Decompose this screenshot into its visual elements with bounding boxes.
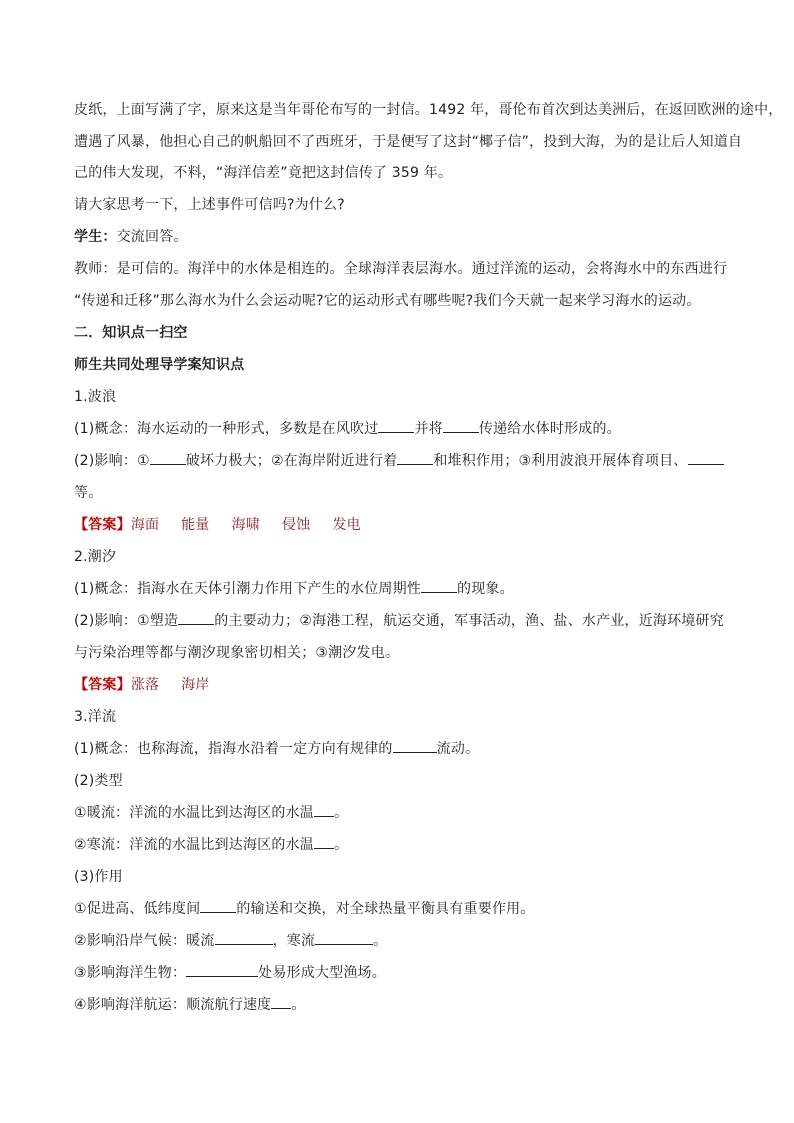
currents-concept-part: 流动。 (436, 741, 480, 757)
answer-item: 涨落 (130, 677, 160, 693)
waves-impact-part: 破坏力极大；②在海岸附近进行着 (185, 453, 398, 469)
effect-part: ②影响沿岸气候：暖流 (74, 933, 215, 949)
tides-concept (74, 578, 724, 600)
blank (200, 898, 236, 913)
waves-concept-part: (1)概念：海水运动的一种形式，多数是在风吹过 (74, 421, 379, 437)
currents-title: 3.洋流 (74, 709, 117, 725)
currents-concept (74, 738, 724, 760)
answer-item: 发电 (332, 517, 361, 533)
blank (393, 738, 437, 753)
currents-types-title: (2)类型 (74, 773, 123, 789)
blank (271, 994, 291, 1009)
waves-impact-part: 和堆积作用；③利用波浪开展体育项目、 (433, 453, 688, 469)
teacher-line-1: 教师：是可信的。海洋中的水体是相连的。全球海洋表层海水。通过洋流的运动，会将海水中的东西进行 (74, 261, 728, 277)
student-line (74, 226, 724, 248)
answer-label: 【答案】 (74, 517, 131, 533)
intro-line-2: 遭遇了风暴，他担心自己的帆船回不了西班牙，于是便写了这封“椰子信”，投到大海，为的是让后人知道自 (74, 134, 743, 150)
currents-effect-3 (74, 962, 724, 984)
waves-concept-part: 传递给水体时形成的。 (478, 421, 621, 437)
waves-impact (74, 450, 724, 472)
blank (314, 834, 334, 849)
blank (443, 418, 479, 433)
currents-concept-part: (1)概念：也称海流，指海水沿着一定方向有规律的 (74, 741, 393, 757)
tides-concept-part: 的现象。 (457, 581, 514, 597)
blank (186, 962, 258, 977)
effect-part: ①促进高、低纬度间 (74, 901, 201, 917)
answer-item: 海岸 (181, 677, 210, 693)
tides-impact-part: (2)影响：①塑造 (74, 613, 179, 629)
blank (150, 450, 186, 465)
answer-label: 【答案】 (74, 677, 131, 693)
section-heading: 二．知识点一扫空 (74, 325, 188, 341)
blank (421, 578, 457, 593)
effect-part: 的输送和交换，对全球热量平衡具有重要作用。 (236, 901, 535, 917)
period: 。 (291, 997, 306, 1013)
section-subheading: 师生共同处理导学案知识点 (74, 357, 245, 373)
effect-part: ，寒流 (272, 933, 316, 949)
student-label: 学生： (74, 229, 117, 245)
tides-impact (74, 610, 724, 632)
currents-effect-4 (74, 994, 724, 1016)
tides-impact-part: 的主要动力；②海港工程，航运交通，军事活动，渔、盐、水产业，近海环境研究 (214, 613, 724, 629)
blank (688, 450, 724, 465)
currents-cold-text: ②寒流：洋流的水温比到达海区的水温 (74, 837, 314, 853)
blank (378, 418, 414, 433)
effect-part: ④影响海洋航运：顺流航行速度 (74, 997, 272, 1013)
currents-cold (74, 834, 724, 856)
currents-warm-text: ①暖流：洋流的水温比到达海区的水温 (74, 805, 314, 821)
blank (314, 802, 334, 817)
answer-item: 海啸 (231, 517, 261, 533)
tides-impact-end: 与污染治理等都与潮汐现象密切相关；③潮汐发电。 (74, 645, 400, 661)
currents-warm (74, 802, 724, 824)
answer-item: 海面 (130, 517, 160, 533)
waves-concept (74, 418, 724, 440)
answer-item: 侵蚀 (282, 517, 311, 533)
blank (178, 610, 214, 625)
teacher-line-2: “传递和迁移”那么海水为什么会运动呢?它的运动形式有哪些呢?我们今天就一起来学习海水的运动。 (74, 293, 701, 309)
answer-item: 能量 (181, 517, 210, 533)
blank (215, 930, 273, 945)
waves-concept-part: 并将 (414, 421, 443, 437)
tides-concept-part: (1)概念：指海水在天体引潮力作用下产生的水位周期性 (74, 581, 422, 597)
tides-answer (74, 674, 724, 696)
period: 。 (373, 933, 388, 949)
waves-impact-part: (2)影响：① (74, 453, 150, 469)
currents-effects-title: (3)作用 (74, 869, 123, 885)
blank (397, 450, 433, 465)
intro-line-3: 己的伟大发现，不料，“海洋信差”竟把这封信传了 359 年。 (74, 165, 453, 181)
blank (315, 930, 373, 945)
effect-part: ③影响海洋生物： (74, 965, 187, 981)
waves-title: 1.波浪 (74, 389, 117, 405)
waves-impact-end: 等。 (74, 485, 103, 501)
student-text: 交流回答。 (116, 229, 188, 245)
effect-part: 处易形成大型渔场。 (258, 965, 386, 981)
tides-title: 2.潮汐 (74, 549, 117, 565)
period: 。 (333, 837, 349, 853)
currents-effect-1 (74, 898, 724, 920)
intro-question: 请大家思考一下，上述事件可信吗?为什么? (74, 197, 345, 213)
currents-effect-2 (74, 930, 724, 952)
period: 。 (333, 805, 349, 821)
waves-answer (74, 514, 724, 536)
intro-line-1: 皮纸，上面写满了字，原来这是当年哥伦布写的一封信。1492 年，哥伦布首次到达美洲后，在返回欧洲的途中， (74, 102, 783, 118)
